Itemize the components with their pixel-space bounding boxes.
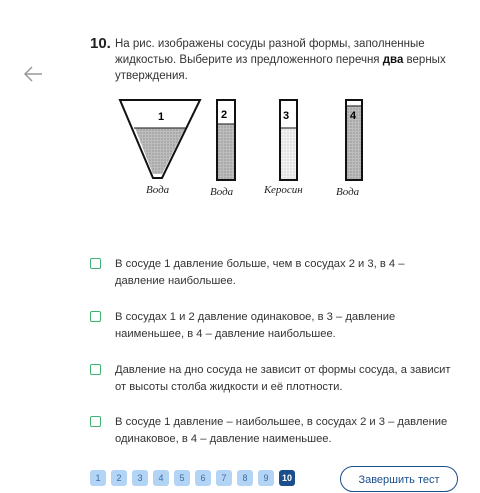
vessel-3 bbox=[280, 100, 297, 180]
page-button-5[interactable]: 5 bbox=[174, 470, 190, 486]
cropped-text-fragment bbox=[100, 0, 160, 6]
vessel-3-liquid bbox=[280, 128, 297, 180]
page-button-3[interactable]: 3 bbox=[132, 470, 148, 486]
vessel-3-label: Керосин bbox=[264, 184, 303, 196]
question-number: 10. bbox=[90, 35, 111, 52]
page-button-8[interactable]: 8 bbox=[237, 470, 253, 486]
page-button-2[interactable]: 2 bbox=[111, 470, 127, 486]
page-button-10[interactable]: 10 bbox=[279, 470, 295, 486]
page-button-4[interactable]: 4 bbox=[153, 470, 169, 486]
checkbox[interactable] bbox=[90, 364, 101, 375]
question-text-emphasis: два bbox=[382, 54, 404, 66]
page-button-6[interactable]: 6 bbox=[195, 470, 211, 486]
vessel-2-liquid bbox=[217, 124, 235, 180]
page-button-1[interactable]: 1 bbox=[90, 470, 106, 486]
question-text bbox=[115, 36, 455, 84]
vessel-2 bbox=[217, 100, 235, 180]
vessel-2-number: 2 bbox=[221, 109, 228, 121]
vessel-1-label: Вода bbox=[146, 184, 170, 196]
checkbox[interactable] bbox=[90, 258, 101, 269]
page-button-7[interactable]: 7 bbox=[216, 470, 232, 486]
vessel-4 bbox=[346, 100, 362, 180]
answer-option-text: В сосудах 1 и 2 давление одинаковое, в 3 – давление наименьшее, в 4 – давление наибольшее. bbox=[115, 311, 396, 340]
vessel-4-label: Вода bbox=[336, 186, 360, 198]
answer-option-text: В сосуде 1 давление – наибольшее, в сосудах 2 и 3 – давление одинаковое, в 4 – давление наименьшее. bbox=[115, 416, 448, 445]
answer-option-text: В сосуде 1 давление больше, чем в сосудах 2 и 3, в 4 – давление наибольшее. bbox=[115, 258, 405, 287]
finish-test-button[interactable]: Завершить тест bbox=[340, 466, 458, 492]
vessel-1 bbox=[120, 100, 200, 178]
vessel-2-label: Вода bbox=[210, 186, 234, 198]
checkbox[interactable] bbox=[90, 416, 101, 427]
vessel-1-number: 1 bbox=[158, 111, 165, 123]
previous-question-fragment bbox=[100, 0, 160, 6]
vessels-figure bbox=[110, 96, 370, 206]
back-button[interactable] bbox=[22, 64, 44, 84]
vessel-3-number: 3 bbox=[283, 110, 290, 122]
question-text-start: На рис. изображены сосуды разной формы, заполненные жидкостью. Выберите из предложенного перечня bbox=[115, 38, 425, 66]
question-text-end: верных утверждения. bbox=[115, 54, 446, 82]
page-button-9[interactable]: 9 bbox=[258, 470, 274, 486]
vessel-4-number: 4 bbox=[350, 110, 357, 122]
arrow-left-icon bbox=[22, 64, 44, 84]
answer-option-text: Давление на дно сосуда не зависит от формы сосуда, а зависит от высоты столба жидкости и её плотности. bbox=[115, 364, 451, 393]
checkbox[interactable] bbox=[90, 311, 101, 322]
